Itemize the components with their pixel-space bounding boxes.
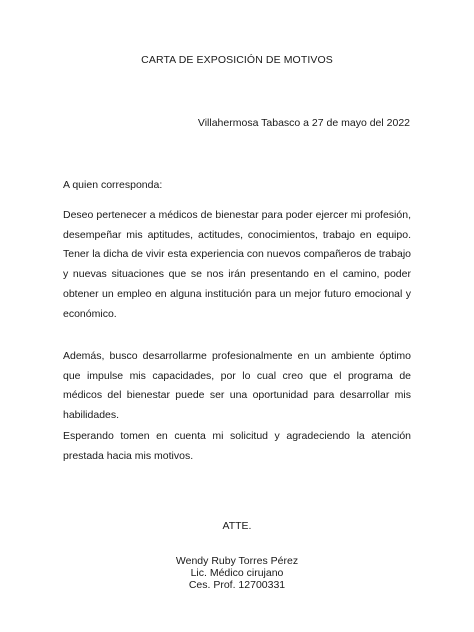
signature-block <box>0 555 474 592</box>
closing: ATTE. <box>222 520 252 532</box>
salutation: A quien corresponda: <box>63 179 163 191</box>
letter-title: CARTA DE EXPOSICIÓN DE MOTIVOS <box>141 54 333 66</box>
paragraph-3: Esperando tomen en cuenta mi solicitud y agradeciendo la atención prestada hacia mis motivos. <box>63 430 411 462</box>
signature-license: Ces. Prof. 12700331 <box>188 579 286 592</box>
signature-role: Lic. Médico cirujano <box>190 567 284 580</box>
signature-name: Wendy Ruby Torres Pérez <box>175 555 299 567</box>
paragraph-1: Deseo pertenecer a médicos de bienestar para poder ejercer mi profesión, desempeñar mis aptitudes, actitudes, conocimientos, trabajo en equipo. Tener la dicha de vivir esta experiencia con nuevos compañeros de trabajo y nuevas situaciones que se nos irán presentando en el camino, poder obtener un empleo en alguna institución para un mejor futuro emocional y económico. <box>63 209 411 320</box>
paragraph-2: Además, busco desarrollarme profesionalmente en un ambiente óptimo que impulse mis capacidades, por lo cual creo que el programa de médicos del bienestar puede ser una oportunidad para desarrollar mis habilidades. <box>63 350 411 422</box>
place-date: Villahermosa Tabasco a 27 de mayo del 2022 <box>197 117 410 129</box>
